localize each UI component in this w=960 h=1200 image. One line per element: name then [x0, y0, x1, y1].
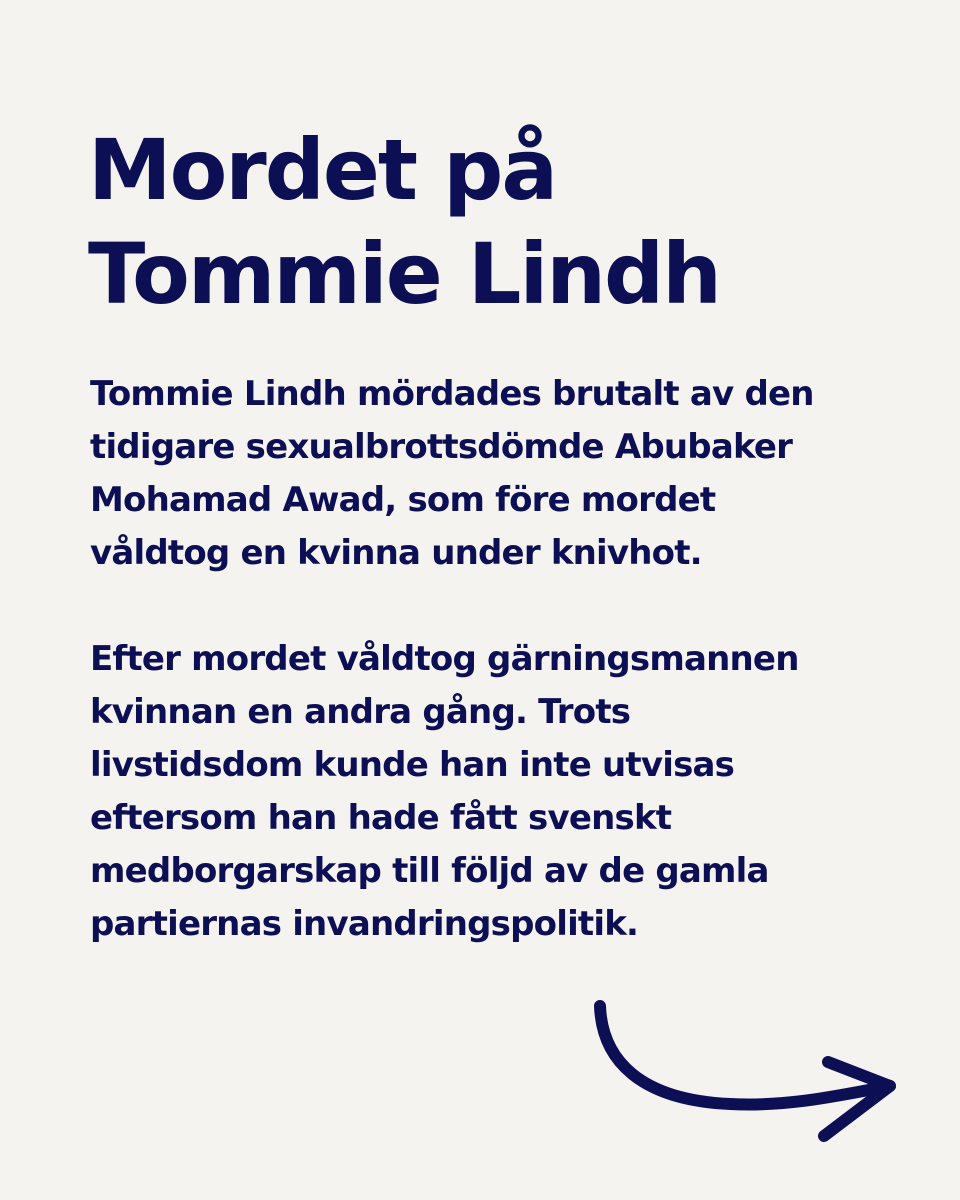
paragraph-line: tidigare sexualbrottsdömde Abubaker — [90, 427, 793, 467]
page-title — [88, 118, 888, 326]
paragraph-line: våldtog en kvinna under knivhot. — [90, 533, 702, 573]
paragraph-line: Tommie Lindh mördades brutalt av den — [90, 374, 814, 414]
paragraph-line: partiernas invandringspolitik. — [90, 904, 639, 944]
curved-arrow-right-icon[interactable] — [580, 990, 910, 1160]
title-line-1: Mordet på — [88, 121, 557, 219]
paragraph-line: kvinnan en andra gång. Trots — [90, 692, 631, 732]
paragraph-2 — [90, 633, 910, 951]
paragraph-line: Efter mordet våldtog gärningsmannen — [90, 639, 799, 679]
paragraph-line: livstidsdom kunde han inte utvisas — [90, 745, 735, 785]
paragraph-line: medborgarskap till följd av de gamla — [90, 851, 769, 891]
arrow-shaft — [600, 1006, 890, 1104]
paragraph-1 — [90, 368, 910, 580]
paragraph-line: eftersom han hade fått svenskt — [90, 798, 672, 838]
title-line-2: Tommie Lindh — [88, 225, 720, 323]
body-text — [90, 368, 910, 951]
paragraph-line: Mohamad Awad, som före mordet — [90, 480, 716, 520]
